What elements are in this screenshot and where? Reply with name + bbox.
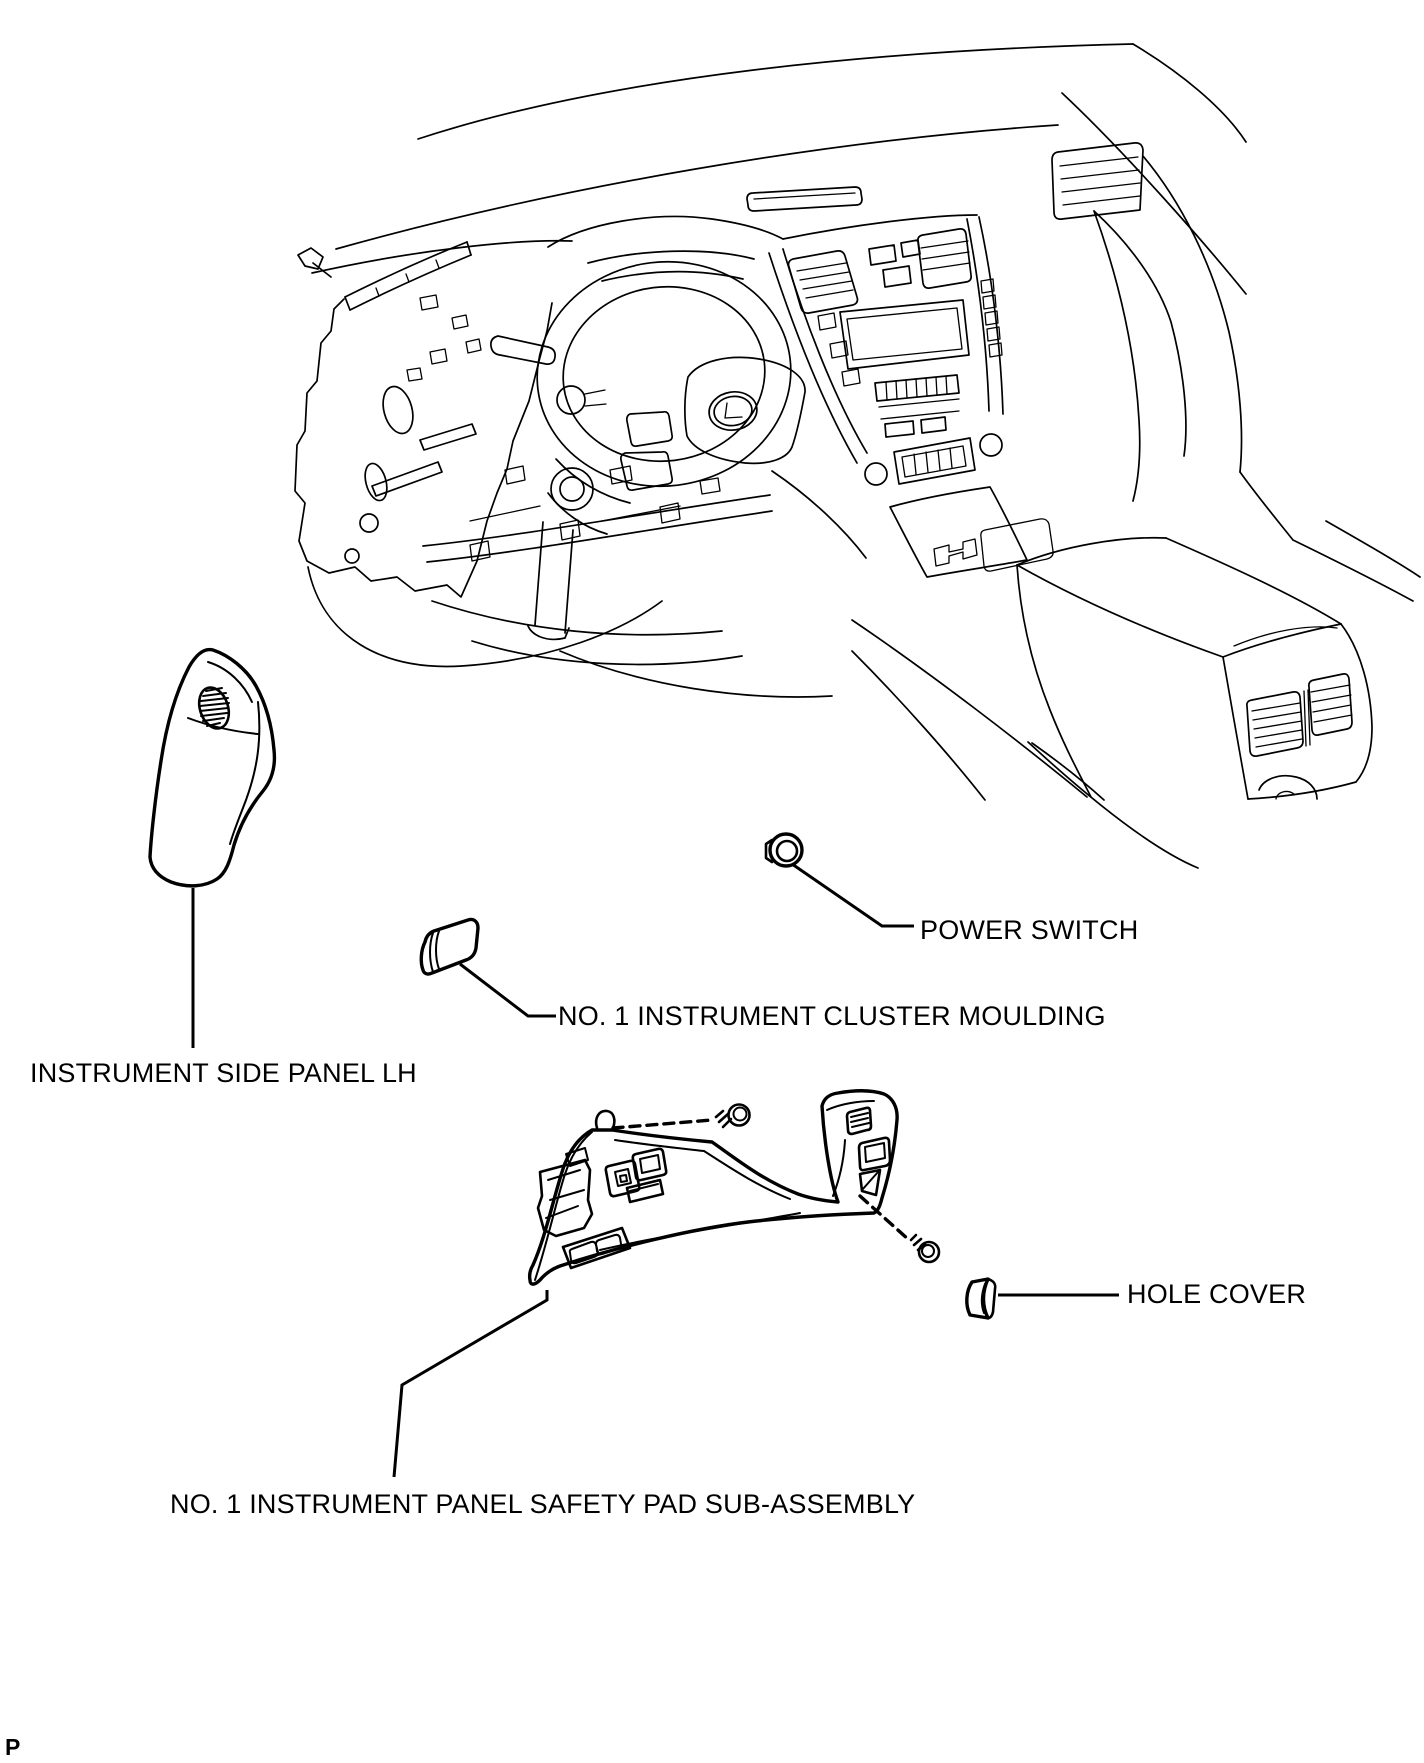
mounting-clip <box>596 1111 614 1128</box>
page-footer-mark: P <box>5 1734 21 1760</box>
side-vent <box>1052 143 1143 219</box>
shifter-console <box>865 434 1053 577</box>
right-end-details <box>827 1101 890 1196</box>
interior-illustration <box>295 44 1420 868</box>
steering-wheel <box>491 247 805 500</box>
nav-screen <box>840 300 969 369</box>
exposed-dash-structure <box>295 242 866 664</box>
screw-2 <box>860 1196 939 1262</box>
center-stack <box>769 215 1003 463</box>
part-no1-instrument-panel-safety-pad <box>530 1091 939 1284</box>
label-power-switch: POWER SWITCH <box>920 915 1139 945</box>
label-hole-cover: HOLE COVER <box>1127 1279 1307 1309</box>
lower-switch-slots <box>563 1228 630 1268</box>
shift-gate <box>934 539 977 566</box>
part-instrument-side-panel-lh <box>150 650 274 886</box>
label-no1-instrument-panel-safety-pad-sub-assembly: NO. 1 INSTRUMENT PANEL SAFETY PAD SUB-ASSEMBLY <box>170 1489 916 1519</box>
speaker-opening <box>378 383 417 437</box>
label-no1-instrument-cluster-moulding: NO. 1 INSTRUMENT CLUSTER MOULDING <box>558 1001 1106 1031</box>
leader-no1-instrument-cluster-moulding <box>460 964 556 1016</box>
lexus-emblem <box>706 388 759 433</box>
screw-1 <box>613 1105 750 1129</box>
leader-safety-pad <box>394 1290 547 1477</box>
dashboard-outline <box>312 156 1420 601</box>
steering-column <box>528 459 630 639</box>
part-no1-instrument-cluster-moulding <box>421 919 478 974</box>
wiper-stalk <box>491 336 555 364</box>
label-instrument-side-panel-lh: INSTRUMENT SIDE PANEL LH <box>30 1058 417 1088</box>
seat-floor-lines <box>308 567 1198 868</box>
switch-cutouts <box>606 1149 666 1202</box>
leader-power-switch <box>792 864 914 926</box>
part-hole-cover <box>967 1279 995 1318</box>
part-power-switch <box>766 834 802 866</box>
rear-console-vents <box>1247 674 1352 799</box>
speaker-grille <box>194 684 234 733</box>
